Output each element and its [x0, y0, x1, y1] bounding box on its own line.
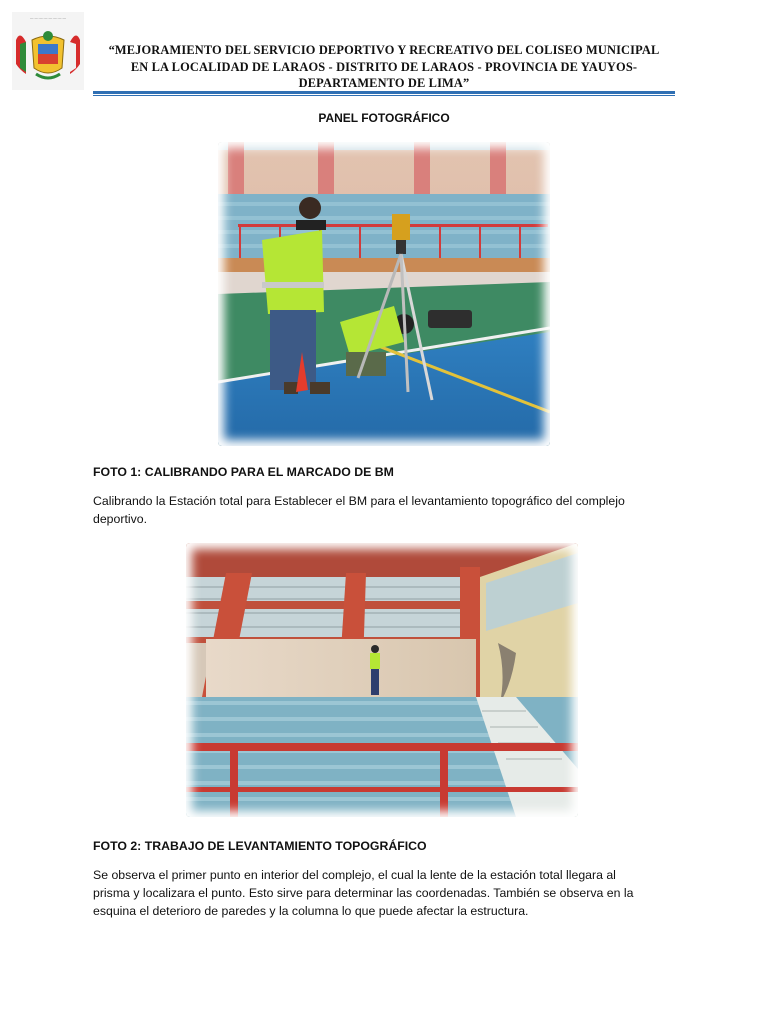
description-line: esquina el deterioro de paredes y la columna lo que puede afectar la estructura. [93, 904, 529, 918]
photo-1-description [93, 492, 675, 528]
project-title-line: “MEJORAMIENTO DEL SERVICIO DEPORTIVO Y RECREATIVO DEL COLISEO MUNICIPAL [108, 43, 660, 57]
panel-title: PANEL FOTOGRÁFICO [318, 111, 450, 125]
photo-1-caption: FOTO 1: CALIBRANDO PARA EL MARCADO DE BM [93, 465, 394, 479]
photo-2-stands-survey [186, 543, 578, 817]
header-divider [93, 91, 675, 94]
project-title-line: DEPARTAMENTO DE LIMA” [298, 76, 470, 90]
project-title [96, 42, 672, 92]
municipal-logo-icon [12, 12, 84, 90]
description-line: deportivo. [93, 512, 148, 526]
header-divider-thin [93, 95, 675, 96]
description-line: prisma y localizara el punto. Esto sirve para determinar las coordenadas. También se observa en la [93, 886, 634, 900]
description-line: Calibrando la Estación total para Establecer el BM para el levantamiento topográfico del complejo [93, 494, 625, 508]
photo-2-description [93, 866, 675, 920]
photo-1-surveyors-calibrating [218, 142, 550, 446]
description-line: Se observa el primer punto en interior del complejo, el cual la lente de la estación total llegara al [93, 868, 616, 882]
project-title-line: EN LA LOCALIDAD DE LARAOS - DISTRITO DE LARAOS - PROVINCIA DE YAUYOS- [130, 59, 638, 74]
svg-text:·····························: ····························· [29, 16, 67, 21]
photo-2-caption: FOTO 2: TRABAJO DE LEVANTAMIENTO TOPOGRÁFICO [93, 839, 427, 853]
